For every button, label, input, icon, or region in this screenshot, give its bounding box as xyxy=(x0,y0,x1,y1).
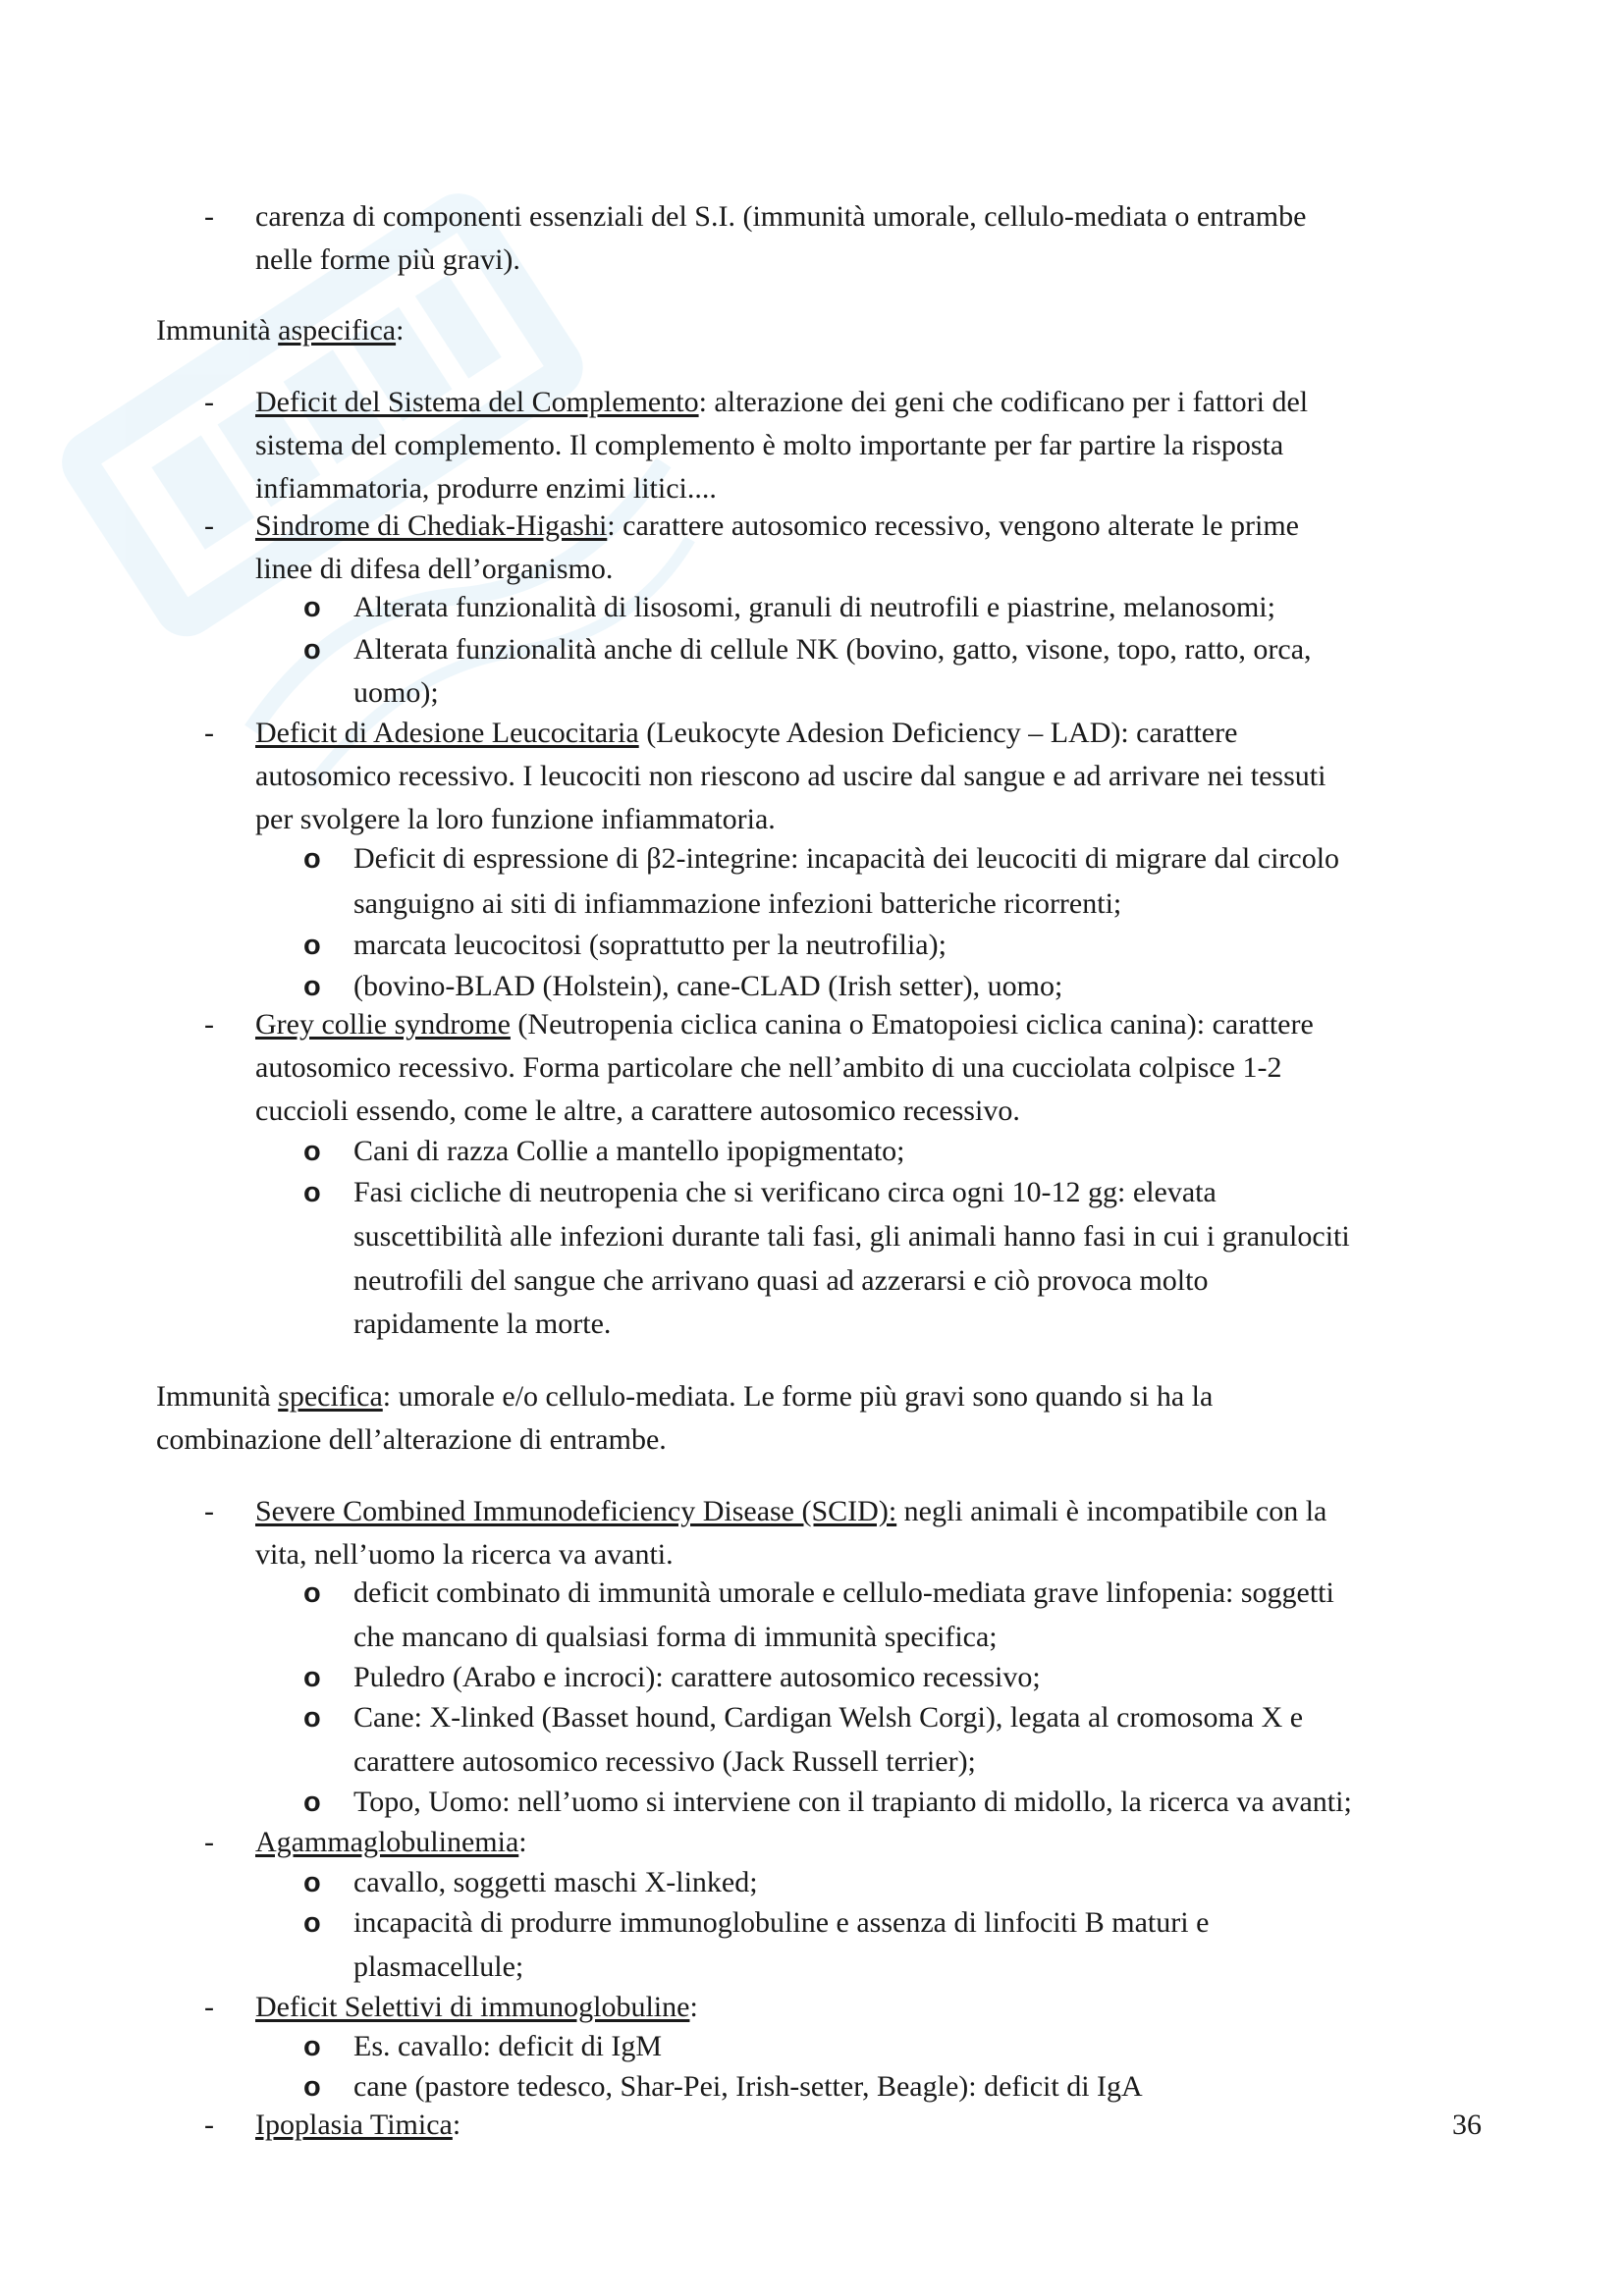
section-heading-specifica: Immunità specifica: umorale e/o cellulo-mediata. Le forme più gravi sono quando si ha la xyxy=(156,1380,1214,1413)
list-item-title-line: Sindrome di Chediak-Higashi: carattere autosomico recessivo, vengono alterate le prime xyxy=(255,509,1299,542)
sub-item-line: Deficit di espressione di β2-integrine: incapacità dei leucociti di migrare dal circolo xyxy=(353,842,1340,875)
list-item-title-line: Grey collie syndrome (Neutropenia ciclica canina o Ematopoiesi ciclica canina): carattere xyxy=(255,1008,1314,1041)
list-item-line: linee di difesa dell’organismo. xyxy=(255,553,614,585)
sub-bullet-marker: o xyxy=(303,971,321,1002)
sub-bullet-marker: o xyxy=(303,1702,321,1734)
list-item-title-line: Deficit Selettivi di immunoglobuline: xyxy=(255,1991,698,2023)
sub-item-line: Alterata funzionalità anche di cellule NK (bovino, gatto, visone, topo, ratto, orca, xyxy=(353,633,1312,666)
list-item-line: autosomico recessivo. I leucociti non riescono ad uscire dal sangue e ad arrivare nei tessuti xyxy=(255,760,1326,792)
list-item-title-line: Deficit del Sistema del Complemento: alterazione dei geni che codificano per i fattori del xyxy=(255,386,1309,418)
dash-marker: - xyxy=(204,509,214,542)
dash-marker: - xyxy=(204,717,214,749)
sub-bullet-marker: o xyxy=(303,1662,321,1693)
sub-item-line: marcata leucocitosi (soprattutto per la neutrofilia); xyxy=(353,929,947,961)
sub-item-line: Fasi cicliche di neutropenia che si verificano circa ogni 10-12 gg: elevata xyxy=(353,1176,1217,1208)
intro-line: nelle forme più gravi). xyxy=(255,243,520,276)
dash-marker: - xyxy=(204,1008,214,1041)
dash-marker: - xyxy=(204,200,214,233)
dash-marker: - xyxy=(204,1991,214,2023)
sub-item-line: Es. cavallo: deficit di IgM xyxy=(353,2030,663,2062)
section-heading-aspecifica: Immunità aspecifica: xyxy=(156,314,405,347)
sub-item-line: plasmacellule; xyxy=(353,1950,524,1983)
page-number: 36 xyxy=(1452,2109,1482,2141)
sub-item-line: suscettibilità alle infezioni durante tali fasi, gli animali hanno fasi in cui i granulociti xyxy=(353,1220,1350,1253)
sub-item-line: Puledro (Arabo e incroci): carattere autosomico recessivo; xyxy=(353,1661,1041,1693)
list-item-line: cuccioli essendo, come le altre, a carattere autosomico recessivo. xyxy=(255,1095,1020,1127)
sub-item-line: deficit combinato di immunità umorale e cellulo-mediata grave linfopenia: soggetti xyxy=(353,1576,1334,1609)
sub-bullet-marker: o xyxy=(303,1907,321,1939)
intro-line: carenza di componenti essenziali del S.I. (immunità umorale, cellulo-mediata o entrambe xyxy=(255,200,1307,233)
sub-item-line: (bovino-BLAD (Holstein), cane-CLAD (Irish setter), uomo; xyxy=(353,970,1063,1002)
sub-bullet-marker: o xyxy=(303,592,321,623)
dash-marker: - xyxy=(204,386,214,418)
sub-bullet-marker: o xyxy=(303,2031,321,2062)
sub-bullet-marker: o xyxy=(303,2071,321,2103)
sub-bullet-marker: o xyxy=(303,1136,321,1167)
list-item-line: vita, nell’uomo la ricerca va avanti. xyxy=(255,1538,674,1571)
sub-item-line: Cani di razza Collie a mantello ipopigmentato; xyxy=(353,1135,905,1167)
sub-bullet-marker: o xyxy=(303,843,321,875)
sub-item-line: sanguigno ai siti di infiammazione infezioni batteriche ricorrenti; xyxy=(353,887,1122,920)
sub-item-line: incapacità di produrre immunoglobuline e assenza di linfociti B maturi e xyxy=(353,1906,1210,1939)
sub-item-line: Alterata funzionalità di lisosomi, granuli di neutrofili e piastrine, melanosomi; xyxy=(353,591,1275,623)
section-heading-line: combinazione dell’alterazione di entrambe. xyxy=(156,1423,667,1456)
sub-item-line: neutrofili del sangue che arrivano quasi ad azzerarsi e ciò provoca molto xyxy=(353,1264,1209,1297)
sub-bullet-marker: o xyxy=(303,1177,321,1208)
sub-item-line: Cane: X-linked (Basset hound, Cardigan Welsh Corgi), legata al cromosoma X e xyxy=(353,1701,1304,1734)
list-item-title-line: Ipoplasia Timica: xyxy=(255,2109,461,2141)
sub-item-line: Topo, Uomo: nell’uomo si interviene con il trapianto di midollo, la ricerca va avanti; xyxy=(353,1786,1352,1818)
sub-bullet-marker: o xyxy=(303,1867,321,1898)
sub-bullet-marker: o xyxy=(303,1577,321,1609)
list-item-line: sistema del complemento. Il complemento è molto importante per far partire la risposta xyxy=(255,429,1284,461)
list-item-title-line: Agammaglobulinemia: xyxy=(255,1826,527,1858)
dash-marker: - xyxy=(204,1826,214,1858)
list-item-title-line: Severe Combined Immunodeficiency Disease (SCID): negli animali è incompatibile con la xyxy=(255,1495,1327,1527)
sub-item-line: cavallo, soggetti maschi X-linked; xyxy=(353,1866,758,1898)
list-item-line: per svolgere la loro funzione infiammatoria. xyxy=(255,803,776,835)
sub-item-line: che mancano di qualsiasi forma di immunità specifica; xyxy=(353,1621,998,1653)
sub-item-line: carattere autosomico recessivo (Jack Russell terrier); xyxy=(353,1745,976,1778)
list-item-title-line: Deficit di Adesione Leucocitaria (Leukocyte Adesion Deficiency – LAD): carattere xyxy=(255,717,1238,749)
sub-bullet-marker: o xyxy=(303,930,321,961)
sub-bullet-marker: o xyxy=(303,634,321,666)
sub-item-line: rapidamente la morte. xyxy=(353,1308,612,1340)
sub-bullet-marker: o xyxy=(303,1787,321,1818)
dash-marker: - xyxy=(204,2109,214,2141)
list-item-line: infiammatoria, produrre enzimi litici.... xyxy=(255,472,717,505)
sub-item-line: cane (pastore tedesco, Shar-Pei, Irish-setter, Beagle): deficit di IgA xyxy=(353,2070,1143,2103)
sub-item-line: uomo); xyxy=(353,676,439,709)
dash-marker: - xyxy=(204,1495,214,1527)
list-item-line: autosomico recessivo. Forma particolare che nell’ambito di una cucciolata colpisce 1-2 xyxy=(255,1051,1282,1084)
